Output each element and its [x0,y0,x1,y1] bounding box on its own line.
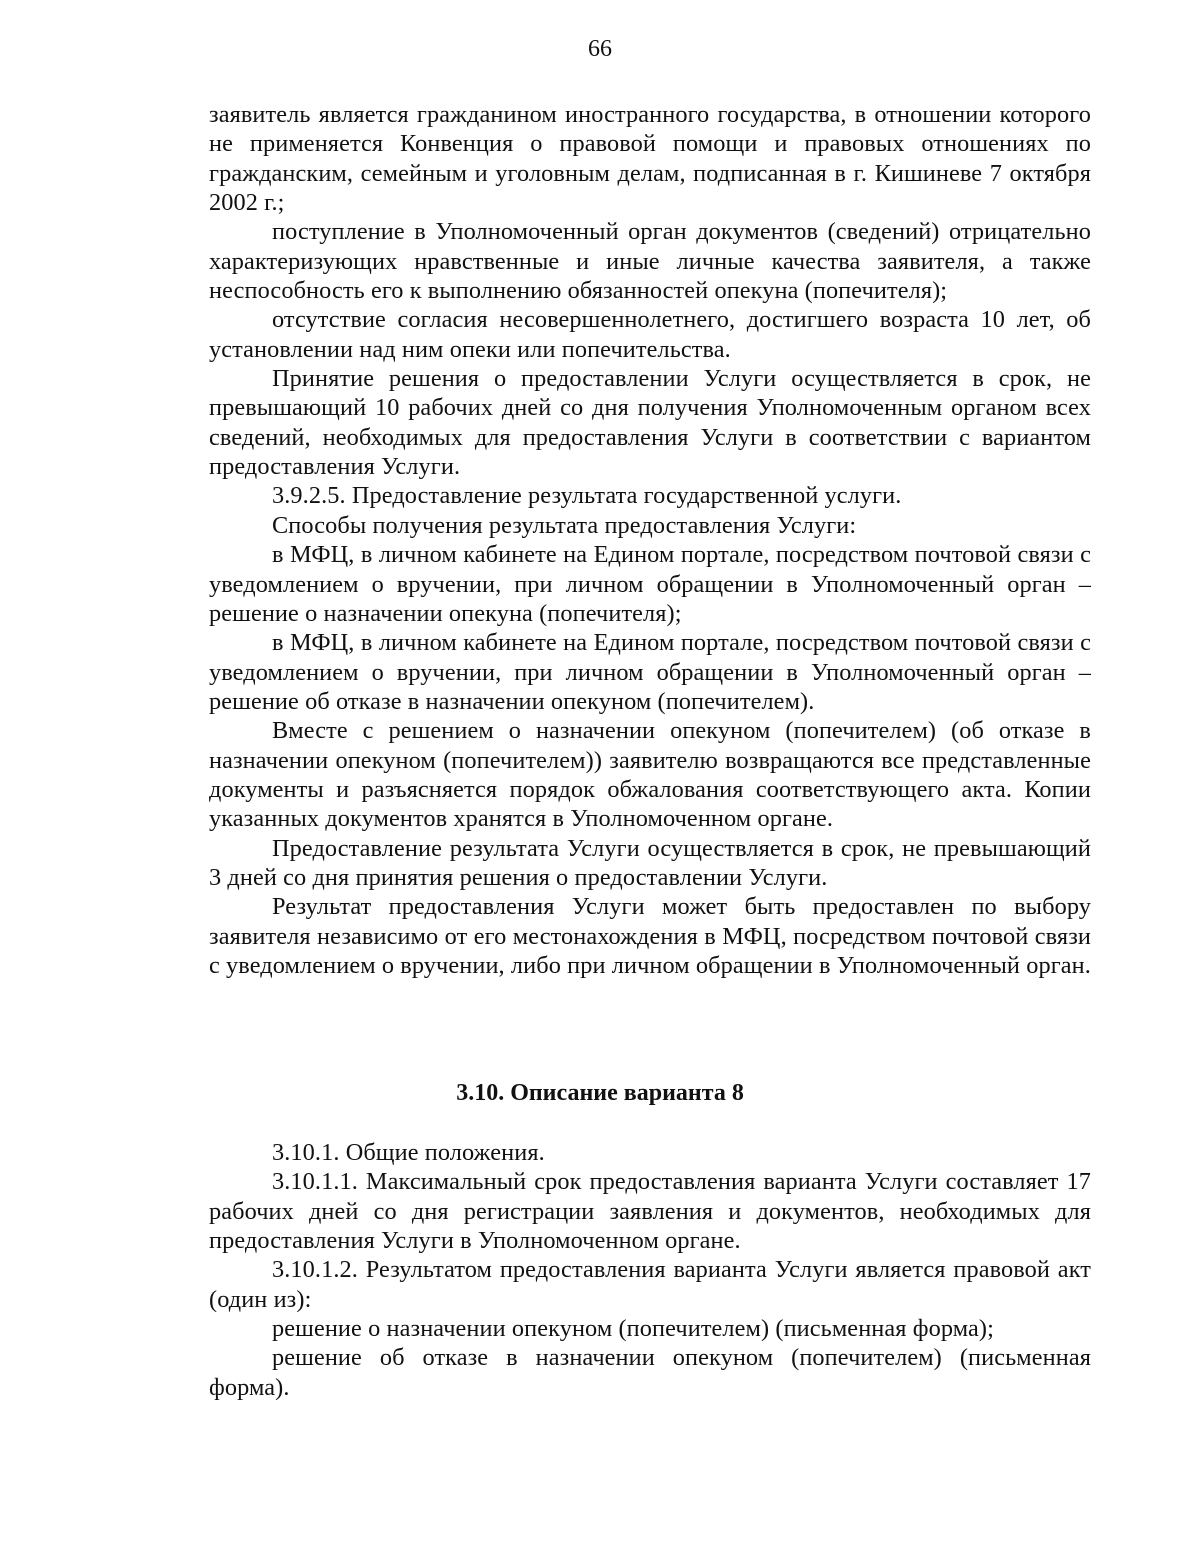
paragraph: в МФЦ, в личном кабинете на Едином портале, посредством почтовой связи с уведомлением о вручении, при личном обращении в Уполномоченный орган – решение об отказе в назначении опекуном (попечителем). [209,629,1091,715]
paragraph: 3.10.1.2. Результатом предоставления варианта Услуги является правовой акт (один из): [209,1256,1091,1313]
paragraph: Вместе с решением о назначении опекуном (попечителем) (об отказе в назначении опекуном (попечителем)) заявителю возвращаются все представленные документы и разъясняется порядок обжалования соответствующего акта. Копии указанных документов хранятся в Уполномоченном органе. [209,717,1091,833]
paragraph: Результат предоставления Услуги может быть предоставлен по выбору заявителя независимо от его местонахождения в МФЦ, посредством почтовой связи с уведомлением о вручении, либо при личном обращении в Уполномоченный орган. [209,893,1091,979]
section-heading: 3.10. Описание варианта 8 [456,1080,744,1106]
paragraph: Предоставление результата Услуги осуществляется в срок, не превышающий 3 дней со дня принятия решения о предоставлении Услуги. [209,834,1091,891]
paragraph: решение о назначении опекуном (попечителем) (письменная форма); [272,1315,994,1343]
paragraph: 3.10.1.1. Максимальный срок предоставления варианта Услуги составляет 17 рабочих дней со дня регистрации заявления и документов, необходимых для предоставления Услуги в Уполномоченном органе. [209,1168,1091,1255]
paragraph: отсутствие согласия несовершеннолетнего, достигшего возраста 10 лет, об установлении над ним опеки или попечительства. [209,306,1091,363]
paragraph: поступление в Уполномоченный орган документов (сведений) отрицательно характеризующих нравственные и иные личные качества заявителя, а также неспособность его к выполнению обязанностей опекуна (попечителя); [209,218,1091,305]
paragraph: 3.10.1. Общие положения. [272,1139,545,1166]
paragraph: в МФЦ, в личном кабинете на Едином портале, посредством почтовой связи с уведомлением о вручении, при личном обращении в Уполномоченный орган – решение о назначении опекуна (попечителя); [209,541,1091,627]
body-text-bottom [209,1138,1091,1402]
body-text-top [209,100,1091,980]
paragraph: решение об отказе в назначении опекуном (попечителем) (письменная форма). [209,1344,1091,1401]
paragraph: 3.9.2.5. Предоставление результата государственной услуги. [272,482,902,510]
paragraph: Принятие решения о предоставлении Услуги осуществляется в срок, не превышающий 10 рабочих дней со дня получения Уполномоченным органом всех сведений, необходимых для предоставления Услуги в соответствии с вариантом предоставления Услуги. [209,365,1091,481]
paragraph: заявитель является гражданином иностранного государства, в отношении которого не применяется Конвенция о правовой помощи и правовых отношениях по гражданским, семейным и уголовным делам, подписанная в г. Кишиневе 7 октября 2002 г.; [209,101,1091,217]
paragraph: Способы получения результата предоставления Услуги: [272,511,857,539]
page-number: 66 [588,36,612,62]
